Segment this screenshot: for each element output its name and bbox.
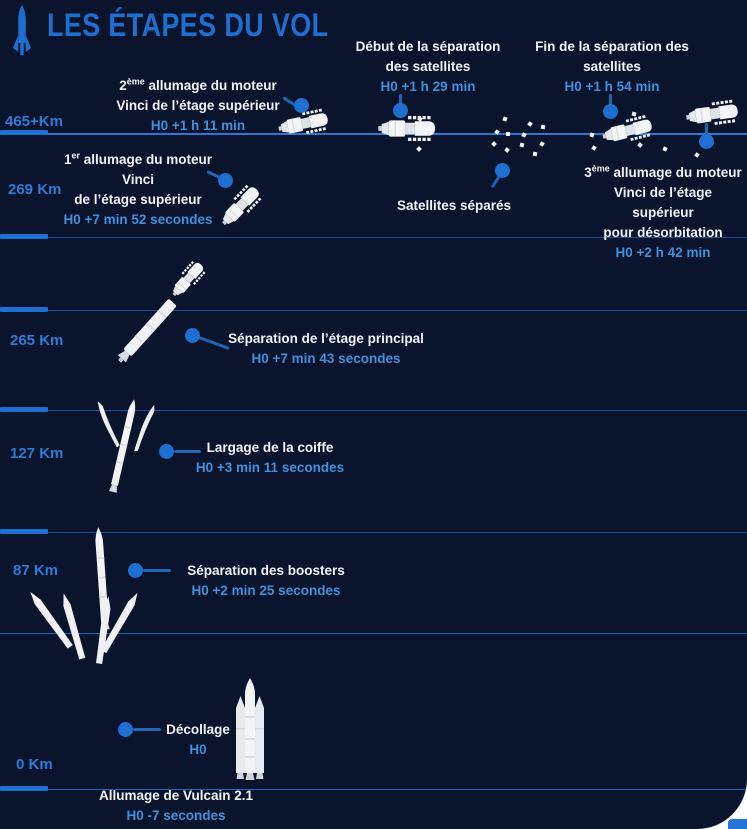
callout-dot (603, 104, 618, 119)
upper-stage-icon (167, 255, 211, 301)
satellite-dot (520, 143, 525, 148)
satellite-dot (504, 147, 510, 153)
event-satellites-separated (396, 196, 512, 216)
event-label: Vinci de l’étage supérieur (116, 98, 280, 113)
callout-dot (495, 163, 510, 178)
rocket-logo-icon (10, 5, 34, 63)
callout-dot (699, 134, 714, 149)
altitude-label-127: 127 Km (10, 445, 64, 462)
page-title: LES ÉTAPES DU VOL (47, 7, 329, 43)
satellite-dot (533, 152, 538, 157)
event-first-ignition (48, 150, 228, 230)
event-time: H0 +2 h 42 min (615, 245, 711, 260)
event-booster-separation (186, 561, 346, 601)
event-label: satellites (583, 59, 641, 74)
corner-logo-fragment (728, 819, 747, 829)
altitude-label-87: 87 Km (13, 562, 59, 579)
altitude-tick (0, 407, 48, 412)
event-vulcain-ignition (98, 786, 254, 826)
event-label: Allumage de Vulcain 2.1 (98, 788, 254, 803)
callout-stem (133, 728, 161, 731)
satellite-dot (541, 125, 546, 130)
satellite-dot (662, 146, 667, 151)
event-label: des satellites (385, 59, 471, 74)
altitude-tick (0, 130, 48, 135)
event-third-ignition (584, 163, 742, 263)
altitude-tick (0, 234, 48, 239)
satellite-dot (416, 146, 422, 152)
callout-dot (294, 98, 309, 113)
altitude-label-465: 465+Km (5, 113, 63, 130)
event-time: H0 +1 h 29 min (380, 79, 476, 94)
event-label: Début de la séparation (355, 39, 501, 54)
event-liftoff (162, 720, 234, 760)
satellite-dot (589, 132, 594, 137)
event-label: 3ème allumage du moteur (584, 163, 742, 180)
satellite-dot (539, 141, 544, 146)
altitude-tick (0, 307, 48, 312)
satellite-dot (632, 112, 637, 117)
event-label: 1er allumage du moteur Vinci (63, 150, 213, 187)
event-time: H0 (189, 742, 207, 757)
altitude-tick (0, 529, 48, 534)
event-label: de l’étage supérieur (74, 192, 202, 207)
callout-dot (185, 328, 200, 343)
altitude-label-0: 0 Km (16, 756, 53, 773)
event-time: H0 +1 h 54 min (564, 79, 660, 94)
event-time: H0 +7 min 52 secondes (63, 212, 213, 227)
callout-dot (159, 444, 174, 459)
callout-dot (393, 103, 408, 118)
event-time: H0 +3 min 11 secondes (195, 460, 345, 475)
altitude-line-265 (0, 310, 747, 311)
event-label: Séparation de l’étage principal (228, 331, 424, 346)
event-label: 2ème allumage du moteur (119, 76, 277, 93)
event-label: Satellites séparés (396, 198, 512, 213)
callout-dot (118, 722, 133, 737)
event-main-stage-separation (228, 329, 424, 369)
altitude-line-127 (0, 410, 747, 411)
satellite-dot (521, 132, 526, 137)
event-time: H0 +7 min 43 secondes (251, 351, 401, 366)
event-label: pour désorbitation (603, 225, 723, 240)
event-label: Largage de la coiffe (206, 440, 334, 455)
satellite-dot (506, 132, 510, 136)
callout-stem (143, 569, 171, 572)
altitude-label-265: 265 Km (10, 332, 64, 349)
satellite-dot (637, 142, 643, 148)
satellite-dot (694, 152, 700, 158)
core-stage-icon (113, 297, 178, 367)
event-separation-start (350, 37, 506, 97)
event-fairing-jettison (194, 438, 346, 478)
callout-stem (198, 336, 229, 350)
altitude-line-87 (0, 532, 747, 533)
satellite-dot (527, 121, 533, 127)
event-label: Fin de la séparation des (535, 39, 689, 54)
event-label: Décollage (166, 722, 230, 737)
callout-dot (128, 563, 143, 578)
altitude-tick (0, 786, 48, 791)
event-time: H0 +1 h 11 min (150, 118, 246, 133)
altitude-label-269: 269 Km (8, 181, 62, 198)
satellite-dot (491, 141, 497, 147)
upper-stage-icon (378, 116, 442, 141)
event-time: H0 -7 secondes (126, 808, 226, 823)
event-time: H0 +2 min 25 secondes (191, 583, 341, 598)
satellite-dot (591, 145, 597, 151)
event-label: Vinci de l’étage supérieur (613, 185, 713, 220)
event-second-ignition (108, 76, 288, 136)
event-separation-end (534, 37, 690, 97)
upper-stage-icon (685, 98, 746, 129)
satellite-dot (502, 116, 507, 121)
event-label: Séparation des boosters (187, 563, 345, 578)
